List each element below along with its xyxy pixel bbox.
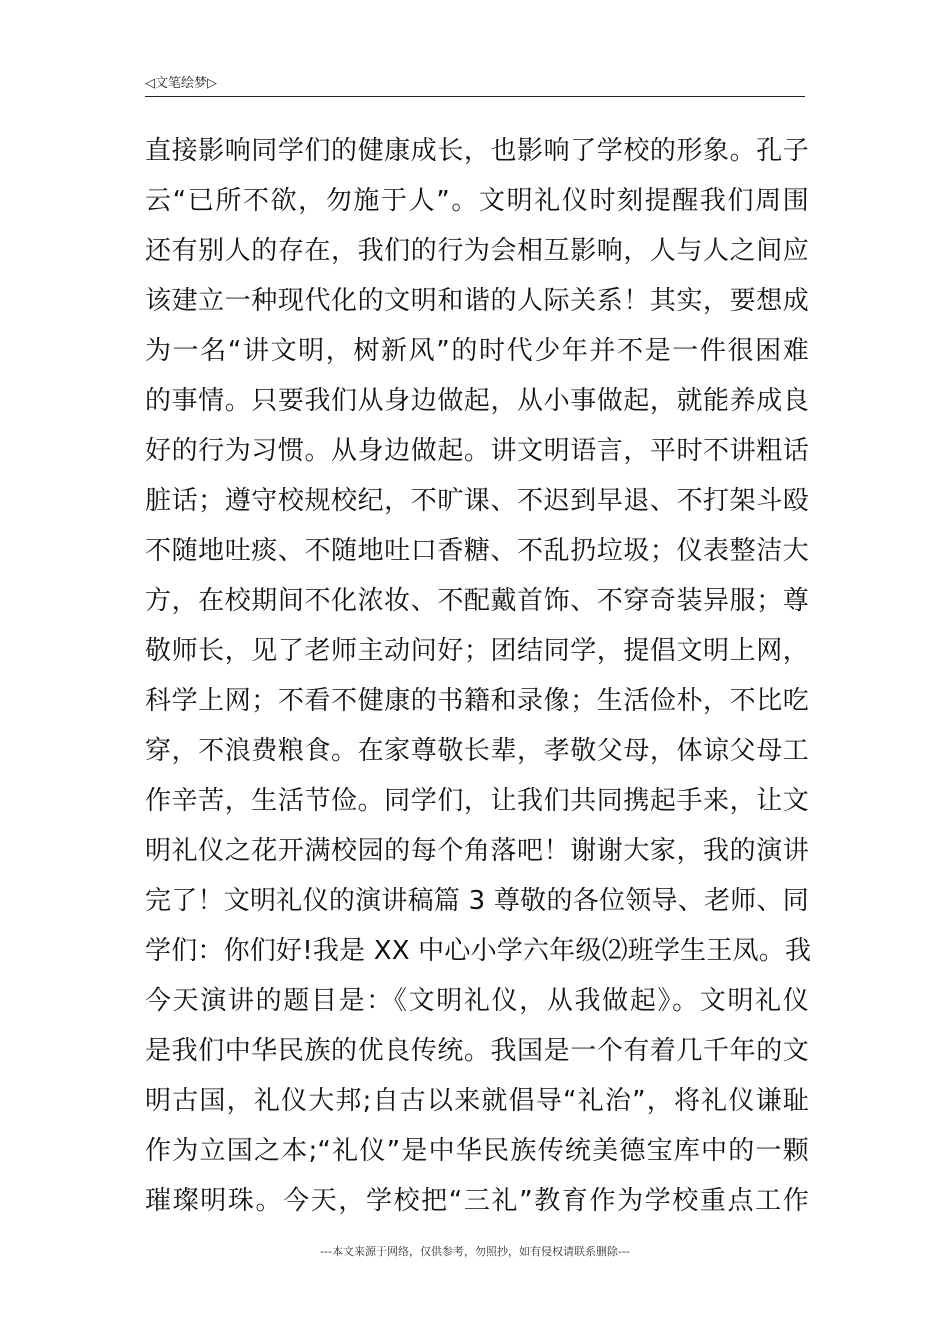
text-line: 脏话；遵守校规校纪，不旷课、不迟到早退、不打架斗殴 [145,486,809,516]
page-footer: ---本文来源于网络，仅供参考，勿照抄，如有侵权请联系删除--- [320,1245,630,1258]
text-line: 穿，不浪费粮食。在家尊敬长辈，孝敬父母，体谅父母工 [145,736,809,766]
text-line: 敬师长，见了老师主动问好；团结同学，提倡文明上网， [145,636,809,666]
text-line: 完了！文明礼仪的演讲稿篇 3 尊敬的各位领导、老师、同 [145,886,809,916]
text-line: 方，在校期间不化浓妆、不配戴首饰、不穿奇装异服；尊 [145,586,809,616]
text-line: 学们：你们好!我是 XX 中心小学六年级⑵班学生王凤。我 [145,936,812,966]
text-line: 作辛苦，生活节俭。同学们，让我们共同携起手来，让文 [145,786,809,816]
text-line: 好的行为习惯。从身边做起。讲文明语言，平时不讲粗话 [145,436,809,466]
text-line: 是我们中华民族的优良传统。我国是一个有着几千年的文 [145,1036,809,1066]
text-line: 该建立一种现代化的文明和谐的人际关系！其实，要想成 [145,286,809,316]
text-line: 云“已所不欲，勿施于人”。文明礼仪时刻提醒我们周围 [145,186,809,216]
text-line: 璀璨明珠。今天，学校把“三礼”教育作为学校重点工作 [145,1186,809,1216]
text-line: 明古国，礼仪大邦;自古以来就倡导“礼治”，将礼仪谦耻 [145,1086,809,1116]
text-line: 的事情。只要我们从身边做起，从小事做起，就能养成良 [145,386,809,416]
header-title: ◁文笔绘梦▷ [145,76,217,91]
text-line: 今天演讲的题目是：《文明礼仪，从我做起》。文明礼仪 [145,986,809,1016]
text-line: 明礼仪之花开满校园的每个角落吧！谢谢大家，我的演讲 [145,836,809,866]
document-body [145,126,812,1226]
page-header [145,74,805,97]
text-line: 还有别人的存在，我们的行为会相互影响，人与人之间应 [145,236,809,266]
text-line: 科学上网；不看不健康的书籍和录像；生活俭朴，不比吃 [145,686,809,716]
text-line: 作为立国之本;“礼仪”是中华民族传统美德宝库中的一颗 [145,1136,809,1166]
text-line: 为一名“讲文明，树新风”的时代少年并不是一件很困难 [145,336,809,366]
text-line: 直接影响同学们的健康成长，也影响了学校的形象。孔子 [145,136,809,166]
text-line: 不随地吐痰、不随地吐口香糖、不乱扔垃圾；仪表整洁大 [145,536,809,566]
